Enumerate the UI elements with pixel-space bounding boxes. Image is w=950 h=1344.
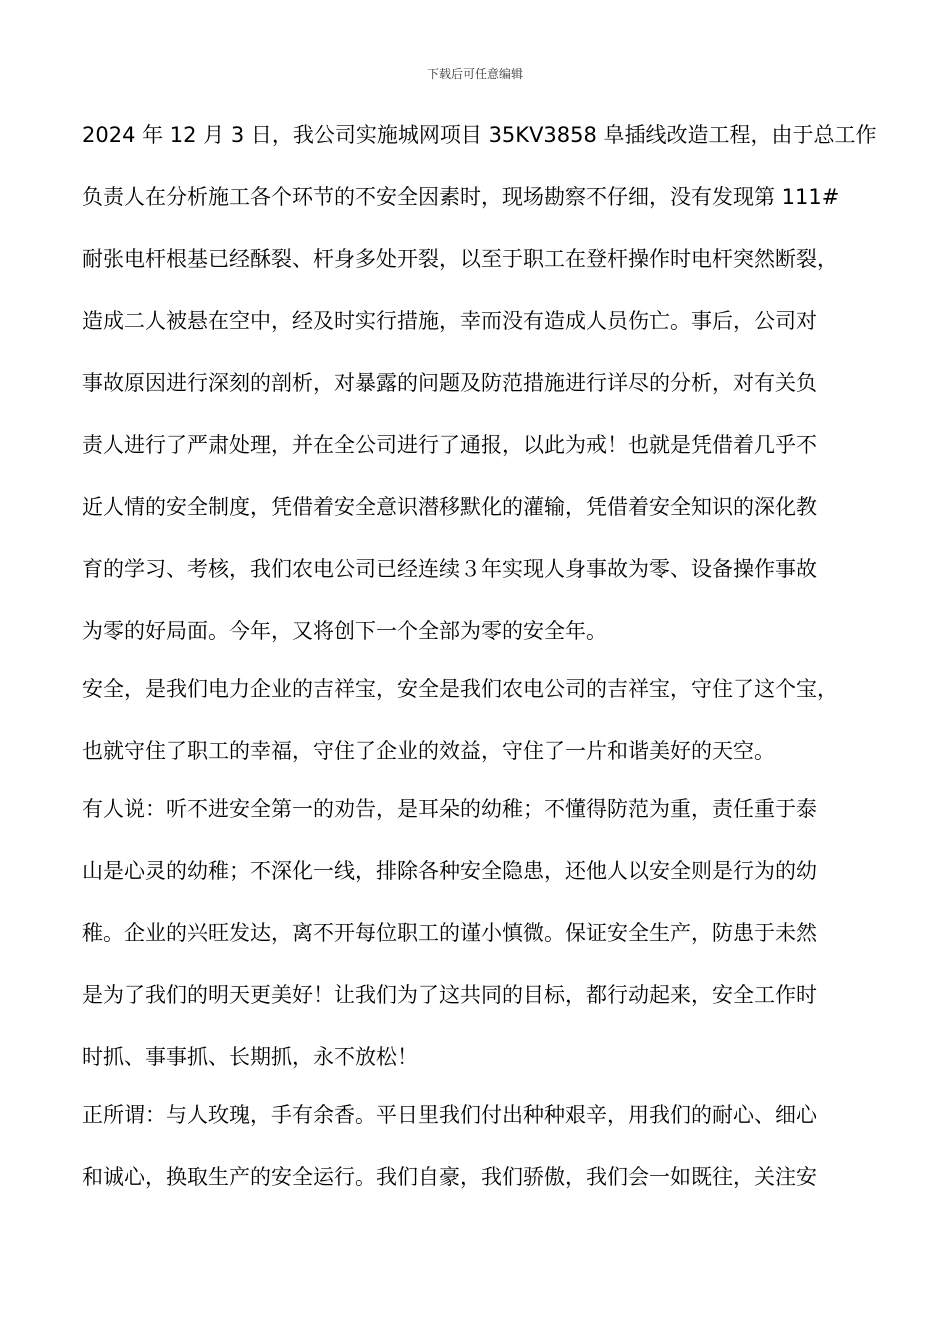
text-line: 责人进行了严肃处理，并在全公司进行了通报，以此为戒！也就是凭借着几乎不 — [82, 433, 817, 457]
text-line: 近人情的安全制度，凭借着安全意识潜移默化的灌输，凭借着安全知识的深化教 — [82, 495, 817, 519]
paragraph — [82, 1100, 882, 1193]
text-line: 事故原因进行深刻的剖析，对暴露的问题及防范措施进行详尽的分析，对有关负 — [82, 371, 817, 395]
text-line: 是为了我们的明天更美好！让我们为了这共同的目标，都行动起来，安全工作时 — [82, 983, 817, 1007]
text-line: 耐张电杆根基已经酥裂、杆身多处开裂，以至于职工在登杆操作时电杆突然断裂， — [82, 247, 838, 271]
page-header: 下载后可任意编辑 — [426, 67, 523, 81]
text-line: 育的学习、考核，我们农电公司已经连续３年实现人身事故为零、设备操作事故 — [82, 557, 817, 581]
text-line: 山是心灵的幼稚；不深化一线，排除各种安全隐患，还他人以安全则是行为的幼 — [82, 859, 817, 883]
text-line: 负责人在分析施工各个环节的不安全因素时，现场勘察不仔细，没有发现第 111# — [82, 185, 840, 209]
text-line: 和诚心，换取生产的安全运行。我们自豪，我们骄傲，我们会一如既往，关注安 — [82, 1165, 817, 1189]
text-line: 稚。企业的兴旺发达，离不开每位职工的谨小慎微。保证安全生产，防患于未然 — [82, 921, 817, 945]
text-line: 2024 年 12 月 3 日，我公司实施城网项目 35KV3858 阜插线改造工程，由于总工作 — [82, 123, 877, 147]
text-line: 时抓、事事抓、长期抓，永不放松！ — [82, 1045, 418, 1069]
text-line: 有人说：听不进安全第一的劝告，是耳朵的幼稚；不懂得防范为重，责任重于泰 — [82, 797, 817, 821]
text-line: 安全，是我们电力企业的吉祥宝，安全是我们农电公司的吉祥宝，守住了这个宝， — [82, 677, 838, 701]
paragraph — [82, 674, 882, 767]
paragraph — [82, 120, 882, 647]
document-body — [82, 120, 882, 1193]
text-line: 为零的好局面。今年，又将创下一个全部为零的安全年。 — [82, 619, 607, 643]
paragraph — [82, 794, 882, 1073]
text-line: 也就守住了职工的幸福，守住了企业的效益，守住了一片和谐美好的天空。 — [82, 739, 775, 763]
text-line: 正所谓：与人玫瑰，手有余香。平日里我们付出种种艰辛，用我们的耐心、细心 — [82, 1103, 817, 1127]
text-line: 造成二人被悬在空中，经及时实行措施，幸而没有造成人员伤亡。事后，公司对 — [82, 309, 817, 333]
